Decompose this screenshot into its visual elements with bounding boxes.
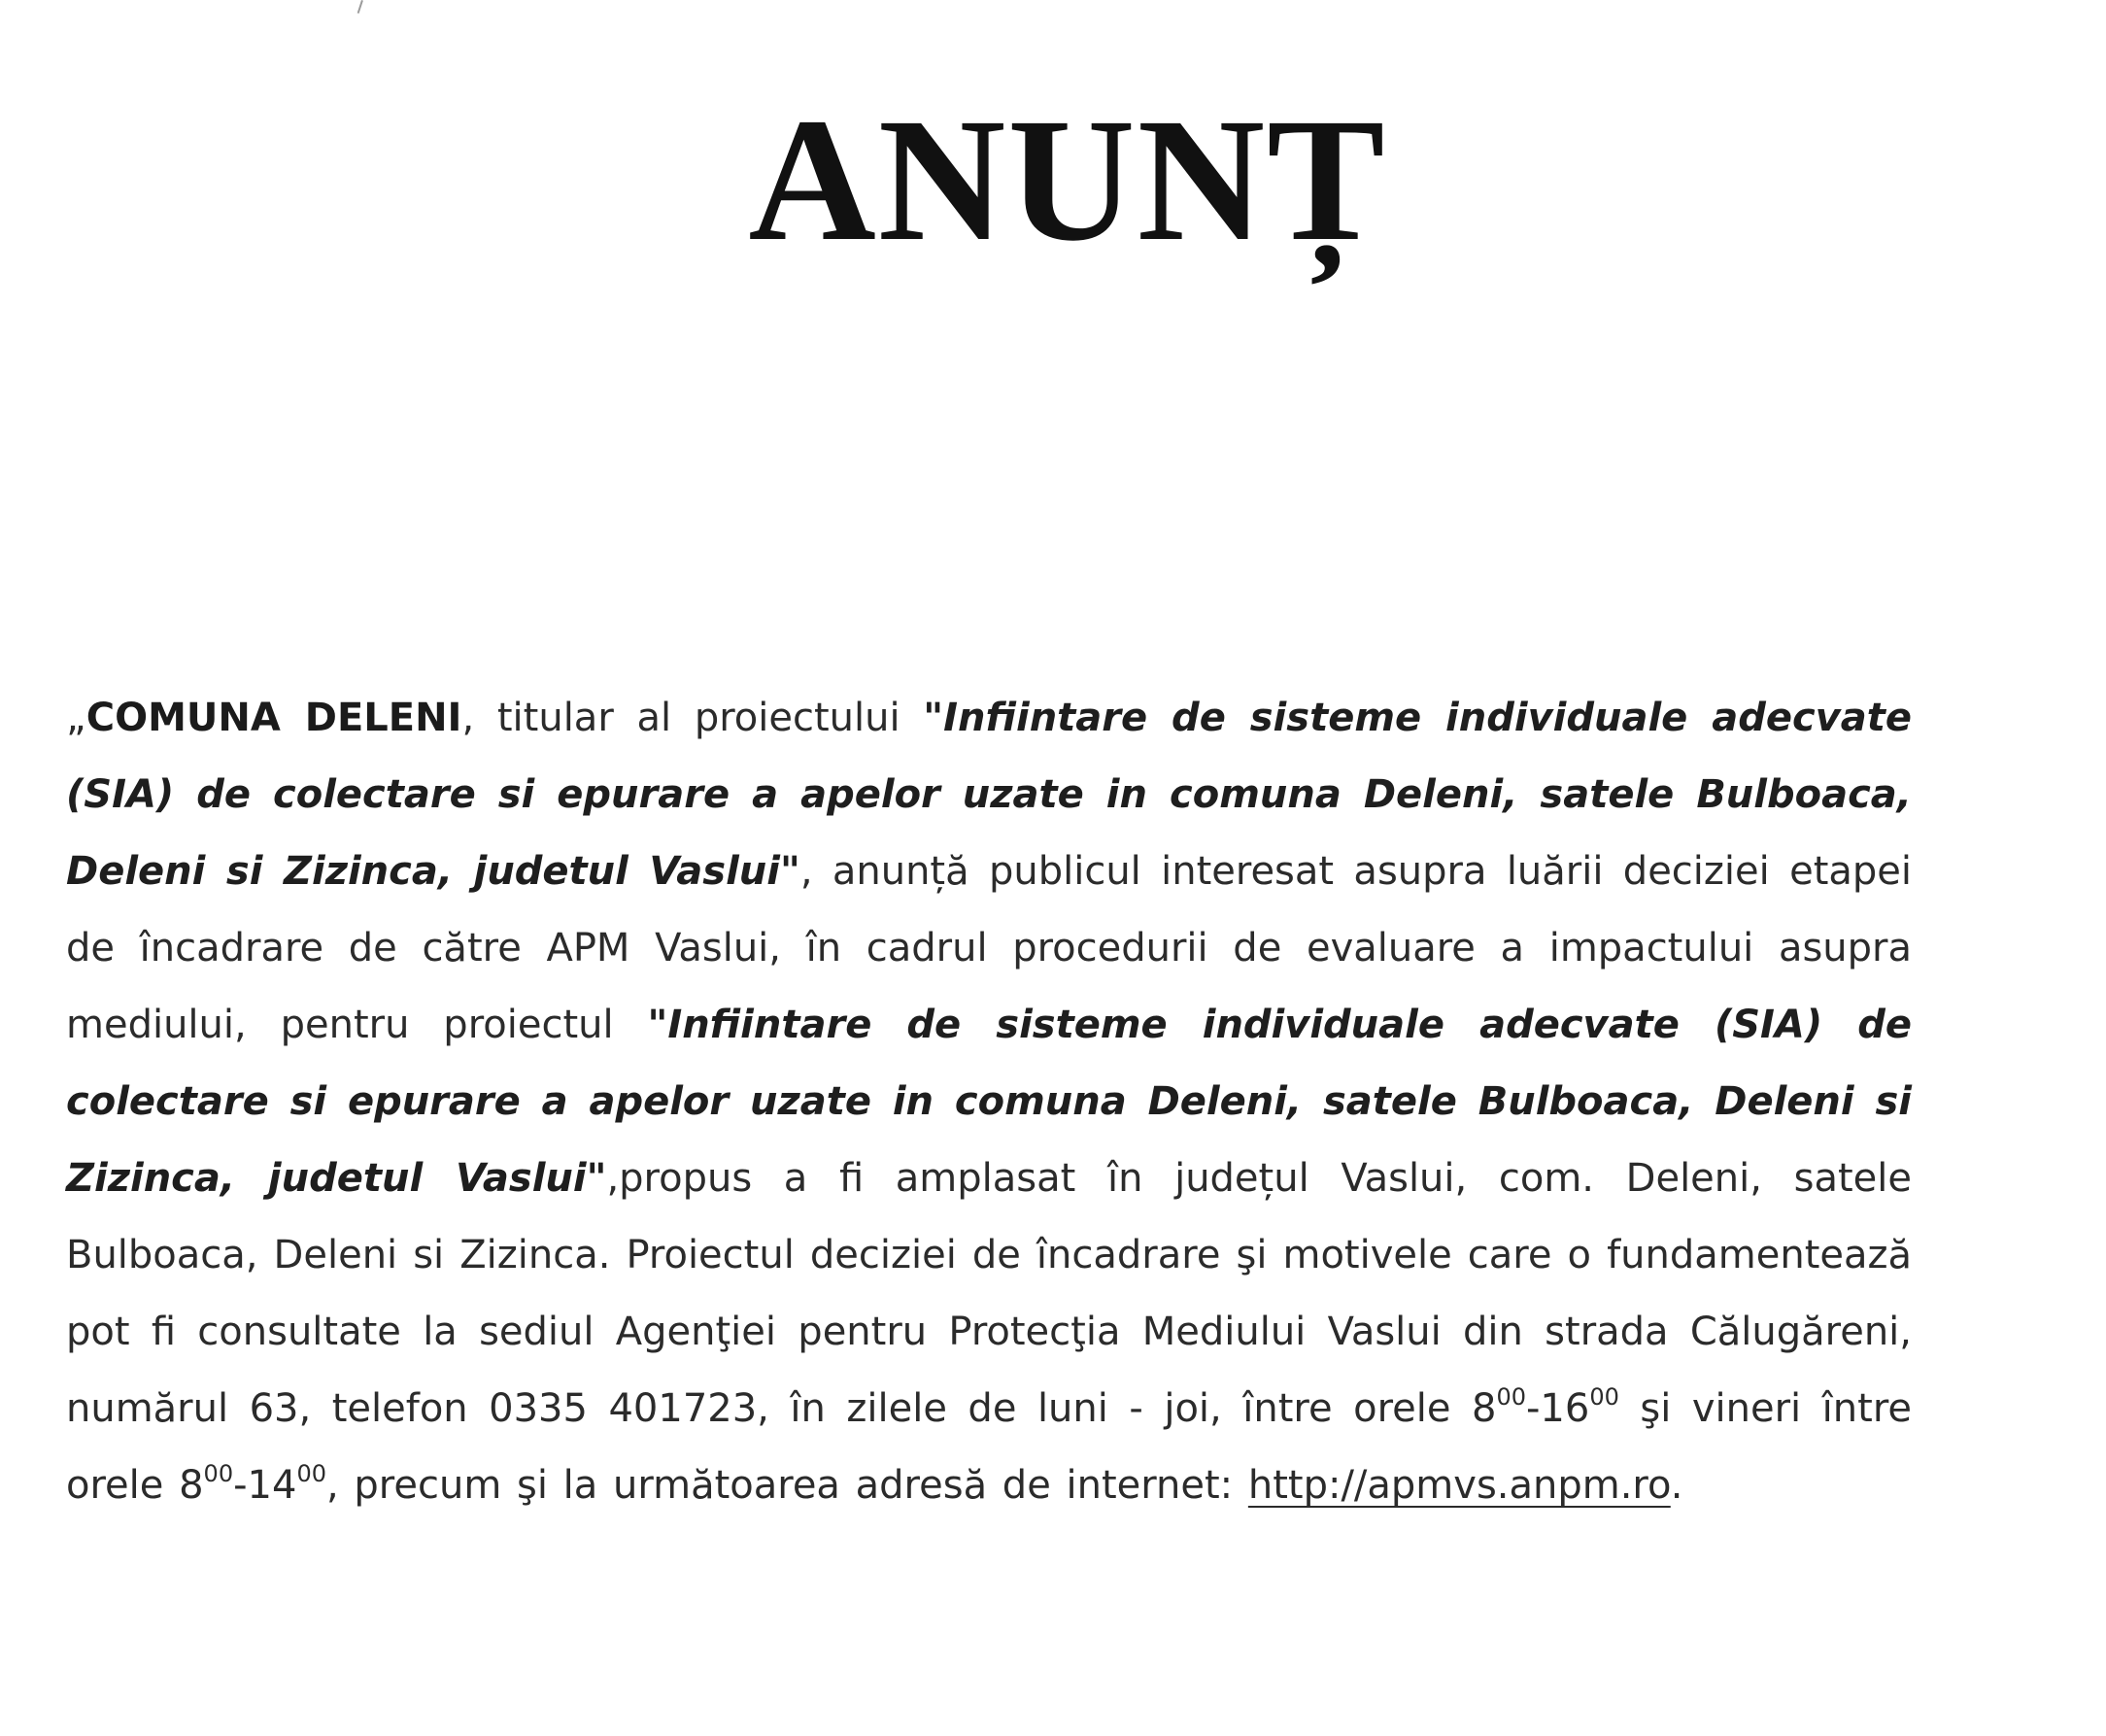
body-text-1: , titular al proiectului — [461, 696, 924, 740]
body-text-4: şi vineri între orele — [66, 1386, 1912, 1508]
body-text-3: ,propus a fi amplasat în județul Vaslui, com. Deleni, satele Bulboaca, Deleni si Zizinca. Proiectul deciziei de încadrare şi motivele care o fundamentează pot fi consultate la sediul Agenţiei pentru Protecţia Mediului Vaslui din strada Călugăreni, numărul 63, telefon 0335 401723, în zilele de luni - joi, între orele — [66, 1156, 1912, 1431]
body-text-5: , precum şi la următoarea adresă de internet: — [325, 1463, 1248, 1508]
friday-hours-start: 8 — [179, 1463, 204, 1508]
project-title-2: "Infiintare de sisteme individuale adecvate (SIA) de colectare si epurare a apelor uzate in comuna Deleni, satele Bulboaca, Deleni si Zizinca, judetul Vaslui" — [66, 1003, 1912, 1201]
announcement-title: ANUNȚ — [748, 83, 1387, 278]
hours-dash-2: - — [233, 1463, 248, 1508]
weekday-hours-end: 16 — [1540, 1386, 1590, 1431]
friday-hours-end: 14 — [247, 1463, 297, 1508]
announcement-body — [66, 680, 1912, 1524]
body-text-2: , anunță publicul interesat asupra luării deciziei etapei de încadrare de către APM Vaslui, în cadrul procedurii de evaluare a impactului asupra mediului, pentru proiectul — [66, 849, 1912, 1047]
scan-mark — [357, 0, 363, 14]
website-link[interactable]: http://apmvs.anpm.ro — [1247, 1463, 1671, 1508]
friday-hours-start-minutes: 00 — [203, 1460, 234, 1487]
weekday-hours-end-minutes: 00 — [1589, 1383, 1619, 1411]
project-title-1: "Infiintare de sisteme individuale adecvate (SIA) de colectare si epurare a apelor uzate in comuna Deleni, satele Bulboaca, Deleni si Zizinca, judetul Vaslui" — [66, 696, 1913, 894]
closing-period: . — [1670, 1463, 1683, 1508]
weekday-hours-start: 8 — [1471, 1386, 1497, 1431]
opening-quote: „ — [66, 696, 86, 740]
friday-hours-end-minutes: 00 — [296, 1460, 326, 1487]
project-holder: COMUNA DELENI — [85, 696, 462, 740]
hours-dash-1: - — [1525, 1386, 1541, 1431]
weekday-hours-start-minutes: 00 — [1496, 1383, 1526, 1411]
